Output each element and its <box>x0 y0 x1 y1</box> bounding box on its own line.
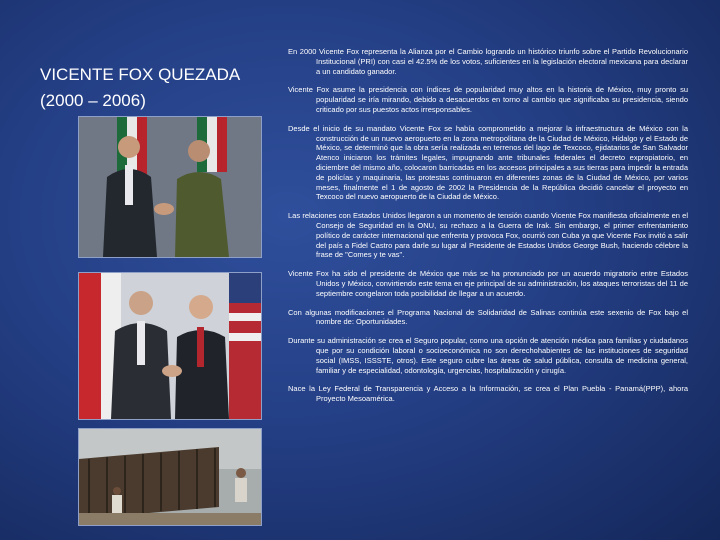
paragraph-election: En 2000 Vicente Fox representa la Alianza por el Cambio logrando un histórico triunfo sobre el Partido Revolucionario Institucional (PRI) con casi el 42.5% de los votos, suficientes en la legislación electoral mexicana para declarar a un candidato ganador. <box>288 47 688 76</box>
paragraph-popularity: Vicente Fox asume la presidencia con índices de popularidad muy altos en la historia de México, muy pronto su popularidad se iría mirando, debido a desacuerdos en torno al cambio que significaba su presidencia, siendo criticado por sus puestos actos irresponsables. <box>288 85 688 114</box>
photo-border-fence <box>78 428 262 526</box>
paragraph-oportunidades: Con algunas modificaciones el Programa Nacional de Solidaridad de Salinas continúa este sexenio de Fox bajo el nombre de: Oportunidades. <box>288 307 688 327</box>
paragraph-airport: Desde el inicio de su mandato Vicente Fox se había comprometido a mejorar la infraestructura de México con la construcción de un nuevo aeropuerto en la zona metropolitana de la Ciudad de México, Hidalgo y el Estado de México, se determinó que la obra sería realizada en terrenos del lago de Texcoco, ejidatarios de San Salvador Atenco iniciaron los trámites legales, impugnando ante tribunales federales el decreto expropiatorio, en diciembre del mismo año, colocaron barricadas en los accesos principales a sus tierras para impedir la entrada de policías y maquinaria, las protestas continuaron en diferentes zonas de la Ciudad de México, por varios meses, finalmente el 1 de agosto de 2002 la Presidencia de la República decidió cancelar el proyecto en Texcoco del nuevo aeropuerto de la Ciudad de México. <box>288 123 688 202</box>
title-name: VICENTE FOX QUEZADA <box>40 65 241 84</box>
paragraph-migration: Vicente Fox ha sido el presidente de México que más se ha pronunciado por un acuerdo migratorio entre Estados Unidos y México, convirtiendo este tema en eje principal de su administración, los ataques terroristas del 11 de septiembre congelaron toda posibilidad de llegar a un acuerdo. <box>288 269 688 298</box>
paragraph-transparency: Nace la Ley Federal de Transparencia y Acceso a la Información, se crea el Plan Puebla - Panamá(PPP), ahora Proyecto Mesoamérica. <box>288 384 688 404</box>
body-text <box>288 47 688 413</box>
title-years: (2000 – 2006) <box>40 91 146 110</box>
slide-title <box>40 62 270 114</box>
paragraph-us-relations: Las relaciones con Estados Unidos llegaron a un momento de tensión cuando Vicente Fox manifiesta oficialmente en el Consejo de Seguridad en la ONU, su rechazo a la Guerra de Irak. Sin embargo, el primer enfrentamiento político de carácter internacional que enfrenta y provoca Fox, ocurrió con Cuba ya que Vicente Fox invitó a salir del país a Fidel Castro para darle su lugar al Presidente de Estados Unidos George Bush, haciendo célebre la frase de "Comes y te vas". <box>288 211 688 260</box>
photo-fox-castro <box>78 116 262 258</box>
photo-fox-bush <box>78 272 262 420</box>
paragraph-seguro-popular: Durante su administración se crea el Seguro popular, como una opción de atención médica para familias y ciudadanos que por su condición laboral o socioeconómica no son derechohabientes de las instituciones de seguridad social (IMSS, ISSSTE, otros). Este seguro cubre las áreas de salud pública, consulta de medicina general, familiar y de especialidad, odontología, urgencias, hospitalización y cirugía. <box>288 336 688 375</box>
